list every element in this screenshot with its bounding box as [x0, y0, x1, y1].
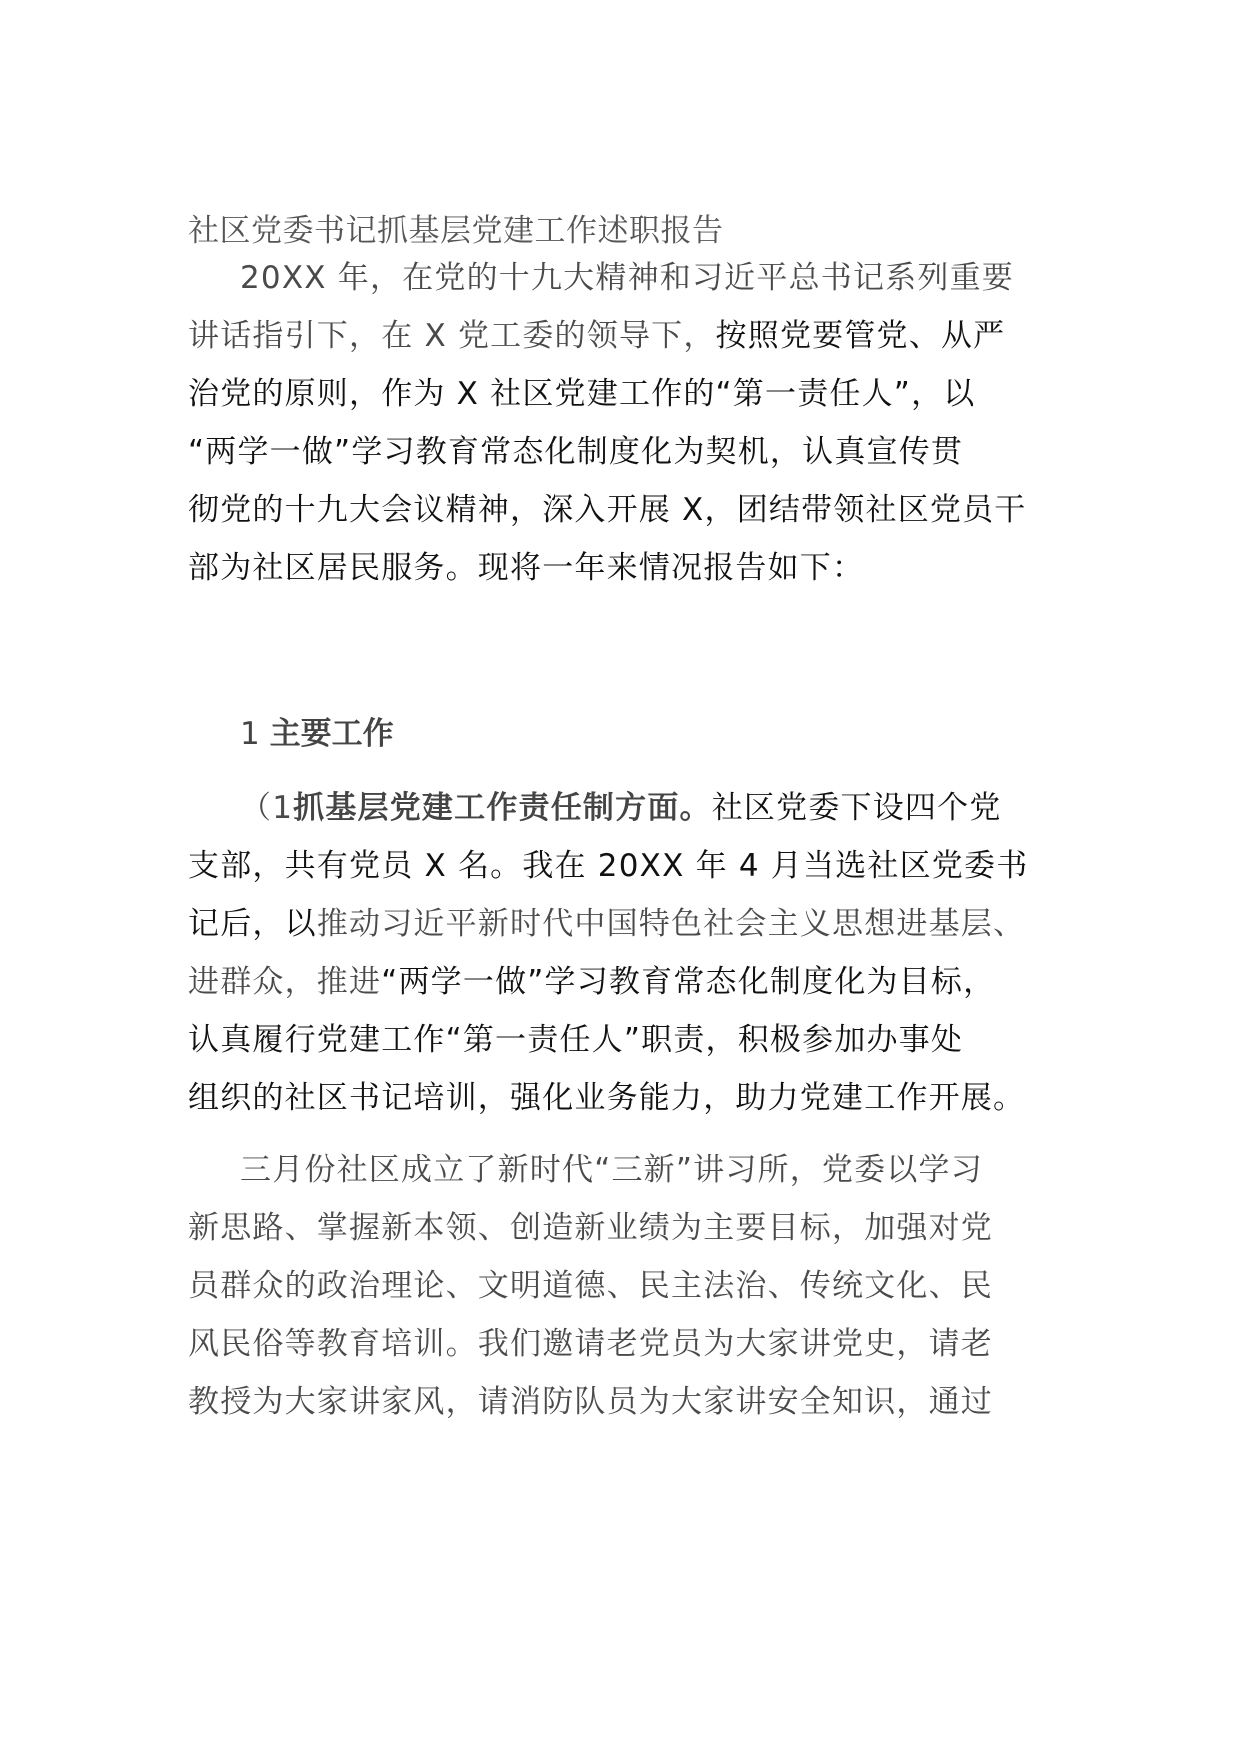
text-line: 治党的原则，作为 X 社区党建工作的“第一责任人”，以 [188, 376, 976, 412]
text-line: 三月份社区成立了新时代“三新”讲习所，党委以学习 [240, 1152, 983, 1188]
text-line: 风民俗等教育培训。我们邀请老党员为大家讲党史，请老 [188, 1326, 993, 1362]
text-line: 组织的社区书记培训，强化业务能力，助力党建工作开展。 [188, 1080, 1026, 1116]
text-line: 部为社区居民服务。现将一年来情况报告如下： [188, 550, 865, 586]
text-run: （1 [240, 790, 294, 826]
text-line: 新思路、掌握新本领、创造新业绩为主要目标，加强对党 [188, 1210, 993, 1246]
text-line [240, 788, 1002, 828]
section-title: 主要工作 [269, 716, 394, 752]
text-run: 进群众，推进 [188, 964, 382, 1000]
text-run: 按照党要管党、从严 [715, 318, 1006, 354]
text-line: 认真履行党建工作“第一责任人”职责，积极参加办事处 [188, 1022, 964, 1058]
text-run: “两学一做”学习教育常态化制度化为目标， [381, 964, 996, 1000]
text-line [188, 904, 1025, 944]
text-line: “两学一做”学习教育常态化制度化为契机，认真宣传贯 [188, 434, 964, 470]
text-line: 支部，共有党员 X 名。我在 20XX 年 4 月当选社区党委书 [188, 848, 1029, 884]
section-heading [240, 708, 394, 753]
section-number: 1 [240, 716, 260, 752]
subheading-bold: 抓基层党建工作责任制方面。 [293, 790, 712, 826]
text-run: 讲话指引下，在 X 党工委的领导下， [188, 318, 716, 354]
text-line [188, 962, 995, 1002]
text-run: 社区党委下设四个党 [711, 790, 1002, 826]
text-run: 记后，以 [188, 906, 317, 942]
text-line [188, 316, 1005, 356]
text-run: 推动习近平新时代中国特色社会主义思想进基层、 [316, 906, 1026, 942]
text-line: 20XX 年，在党的十九大精神和习近平总书记系列重要 [240, 260, 1014, 296]
text-line: 员群众的政治理论、文明道德、民主法治、传统文化、民 [188, 1268, 993, 1304]
text-line: 教授为大家讲家风，请消防队员为大家讲安全知识，通过 [188, 1384, 993, 1420]
text-line: 彻党的十九大会议精神，深入开展 X，团结带领社区党员干 [188, 492, 1027, 528]
document-title: 社区党委书记抓基层党建工作述职报告 [188, 213, 724, 249]
